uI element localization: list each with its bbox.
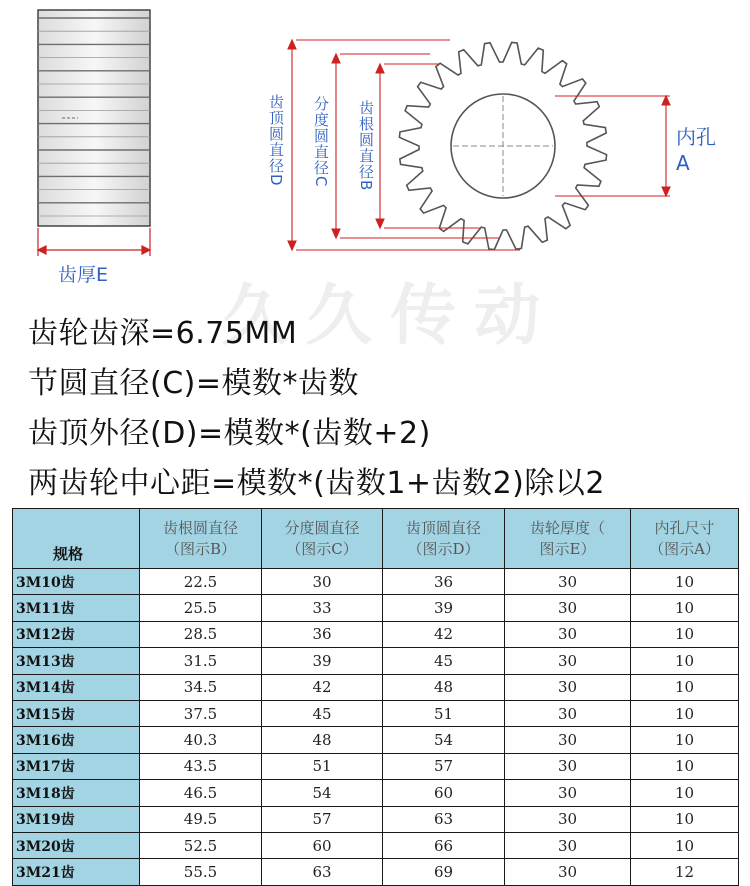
cell-thickness: 30 bbox=[505, 806, 631, 832]
cell-spec: 3M19齿 bbox=[13, 806, 140, 832]
table-row bbox=[13, 832, 739, 858]
cell-root: 34.5 bbox=[140, 674, 262, 700]
cell-thickness: 30 bbox=[505, 727, 631, 753]
cell-spec: 3M20齿 bbox=[13, 832, 140, 858]
tip-diameter-label: 齿顶圆直径D bbox=[267, 94, 285, 187]
table-row bbox=[13, 806, 739, 832]
header-bore: 内孔尺寸 （图示A） bbox=[631, 509, 739, 569]
cell-pitch: 57 bbox=[262, 806, 383, 832]
cell-bore: 10 bbox=[631, 700, 739, 726]
formula-tip-diameter: 齿顶外径(D)=模数*(齿数+2) bbox=[28, 416, 431, 451]
table-row bbox=[13, 569, 739, 595]
cell-spec: 3M14齿 bbox=[13, 674, 140, 700]
cell-bore: 10 bbox=[631, 674, 739, 700]
cell-thickness: 30 bbox=[505, 621, 631, 647]
cell-spec: 3M12齿 bbox=[13, 621, 140, 647]
cell-spec: 3M17齿 bbox=[13, 753, 140, 779]
table-row bbox=[13, 753, 739, 779]
table-row bbox=[13, 780, 739, 806]
cell-thickness: 30 bbox=[505, 780, 631, 806]
formula-pitch-diameter: 节圆直径(C)=模数*齿数 bbox=[28, 366, 359, 401]
cell-root: 52.5 bbox=[140, 832, 262, 858]
cell-thickness: 30 bbox=[505, 700, 631, 726]
cell-pitch: 33 bbox=[262, 595, 383, 621]
cell-root: 28.5 bbox=[140, 621, 262, 647]
table-row bbox=[13, 700, 739, 726]
cell-bore: 10 bbox=[631, 727, 739, 753]
cell-bore: 10 bbox=[631, 621, 739, 647]
cell-pitch: 42 bbox=[262, 674, 383, 700]
cell-root: 22.5 bbox=[140, 569, 262, 595]
cell-spec: 3M21齿 bbox=[13, 859, 140, 885]
cell-thickness: 30 bbox=[505, 859, 631, 885]
cell-thickness: 30 bbox=[505, 648, 631, 674]
cell-thickness: 30 bbox=[505, 832, 631, 858]
bore-label: 内孔A bbox=[676, 125, 716, 175]
table-row bbox=[13, 674, 739, 700]
thickness-label: 齿厚E bbox=[58, 264, 109, 286]
cell-tip: 66 bbox=[383, 832, 505, 858]
cell-tip: 54 bbox=[383, 727, 505, 753]
cell-pitch: 63 bbox=[262, 859, 383, 885]
cell-pitch: 48 bbox=[262, 727, 383, 753]
cell-root: 43.5 bbox=[140, 753, 262, 779]
cell-bore: 10 bbox=[631, 753, 739, 779]
cell-tip: 57 bbox=[383, 753, 505, 779]
cell-pitch: 39 bbox=[262, 648, 383, 674]
cell-tip: 69 bbox=[383, 859, 505, 885]
watermark: 久久传动 bbox=[222, 277, 558, 354]
cell-bore: 10 bbox=[631, 595, 739, 621]
cell-tip: 60 bbox=[383, 780, 505, 806]
cell-pitch: 51 bbox=[262, 753, 383, 779]
header-thickness: 齿轮厚度（ 图示E） bbox=[505, 509, 631, 569]
cell-pitch: 36 bbox=[262, 621, 383, 647]
cell-root: 46.5 bbox=[140, 780, 262, 806]
cell-spec: 3M15齿 bbox=[13, 700, 140, 726]
cell-spec: 3M18齿 bbox=[13, 780, 140, 806]
cell-thickness: 30 bbox=[505, 569, 631, 595]
gear-drawing bbox=[0, 0, 750, 300]
cell-root: 40.3 bbox=[140, 727, 262, 753]
table-row bbox=[13, 859, 739, 885]
spec-table bbox=[12, 508, 739, 886]
cell-bore: 10 bbox=[631, 832, 739, 858]
cell-bore: 10 bbox=[631, 806, 739, 832]
cell-root: 25.5 bbox=[140, 595, 262, 621]
cell-tip: 63 bbox=[383, 806, 505, 832]
cell-spec: 3M11齿 bbox=[13, 595, 140, 621]
cell-tip: 48 bbox=[383, 674, 505, 700]
cell-tip: 45 bbox=[383, 648, 505, 674]
cell-root: 37.5 bbox=[140, 700, 262, 726]
cell-bore: 12 bbox=[631, 859, 739, 885]
header-root-diameter: 齿根圆直径 （图示B） bbox=[140, 509, 262, 569]
cell-pitch: 60 bbox=[262, 832, 383, 858]
cell-tip: 36 bbox=[383, 569, 505, 595]
cell-root: 55.5 bbox=[140, 859, 262, 885]
formula-center-distance: 两齿轮中心距=模数*(齿数1+齿数2)除以2 bbox=[28, 466, 605, 501]
gear-front-view bbox=[399, 42, 606, 249]
formula-tooth-depth: 齿轮齿深=6.75MM bbox=[28, 316, 298, 351]
table-row bbox=[13, 621, 739, 647]
gear-diagram bbox=[0, 0, 750, 300]
cell-tip: 51 bbox=[383, 700, 505, 726]
table-header-row bbox=[13, 509, 739, 569]
cell-spec: 3M13齿 bbox=[13, 648, 140, 674]
header-spec: 规格 bbox=[13, 509, 140, 569]
cell-tip: 42 bbox=[383, 621, 505, 647]
gear-side-view bbox=[38, 10, 150, 226]
table-row bbox=[13, 648, 739, 674]
header-pitch-diameter: 分度圆直径 （图示C） bbox=[262, 509, 383, 569]
cell-spec: 3M10齿 bbox=[13, 569, 140, 595]
cell-pitch: 45 bbox=[262, 700, 383, 726]
header-tip-diameter: 齿顶圆直径 （图示D） bbox=[383, 509, 505, 569]
cell-root: 49.5 bbox=[140, 806, 262, 832]
cell-thickness: 30 bbox=[505, 674, 631, 700]
table-row bbox=[13, 595, 739, 621]
cell-bore: 10 bbox=[631, 780, 739, 806]
pitch-diameter-label: 分度圆直径C bbox=[312, 96, 330, 188]
cell-pitch: 30 bbox=[262, 569, 383, 595]
cell-thickness: 30 bbox=[505, 753, 631, 779]
cell-root: 31.5 bbox=[140, 648, 262, 674]
table-row bbox=[13, 727, 739, 753]
cell-spec: 3M16齿 bbox=[13, 727, 140, 753]
cell-tip: 39 bbox=[383, 595, 505, 621]
cell-thickness: 30 bbox=[505, 595, 631, 621]
cell-pitch: 54 bbox=[262, 780, 383, 806]
cell-bore: 10 bbox=[631, 648, 739, 674]
cell-bore: 10 bbox=[631, 569, 739, 595]
thickness-dimension bbox=[38, 228, 150, 256]
root-diameter-label: 齿根圆直径B bbox=[357, 100, 375, 192]
